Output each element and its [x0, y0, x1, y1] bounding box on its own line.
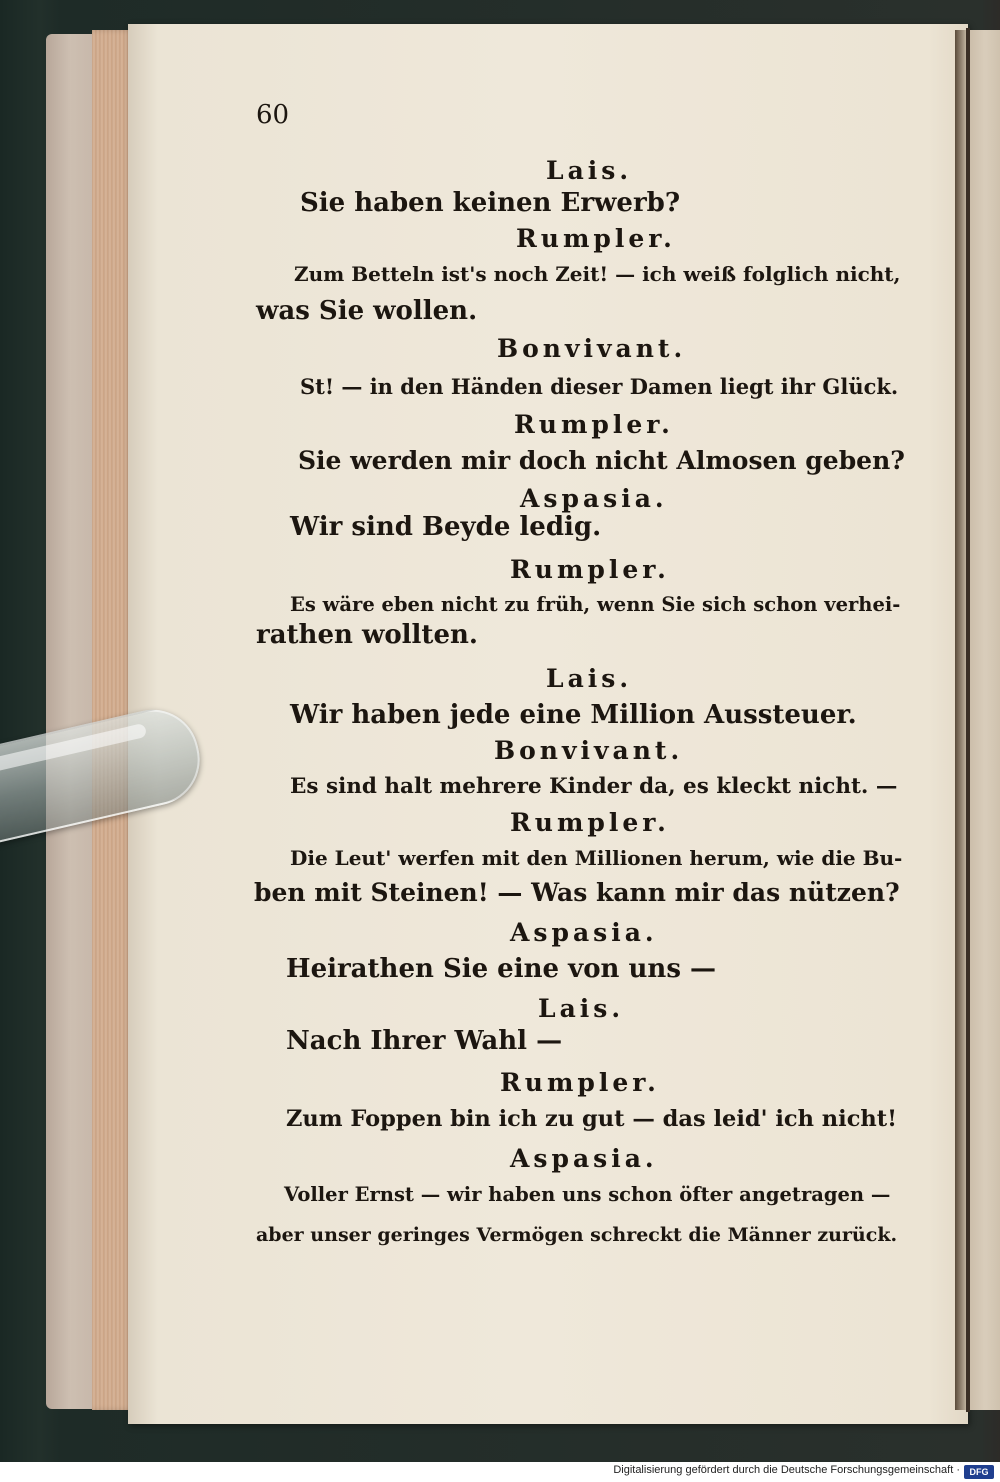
dialogue-line: ben mit Steinen! — Was kann mir das nützen? — [254, 878, 900, 907]
dialogue-line: Zum Betteln ist's noch Zeit! — ich weiß folglich nicht, — [294, 262, 901, 286]
dialogue-line: aber unser geringes Vermögen schreckt die Männer zurück. — [256, 1224, 898, 1246]
dialogue-line: Wir haben jede eine Million Aussteuer. — [290, 700, 857, 730]
digitization-footer — [0, 1462, 1000, 1482]
dialogue-line: Voller Ernst — wir haben uns schon öfter angetragen — — [284, 1183, 891, 1206]
speaker-line: Bonvivant. — [497, 334, 687, 363]
dialogue-line: St! — in den Händen dieser Damen liegt ihr Glück. — [300, 374, 899, 399]
dialogue-line: Die Leut' werfen mit den Millionen herum, wie die Bu- — [290, 846, 903, 870]
speaker-line: Aspasia. — [510, 918, 658, 947]
speaker-line: Rumpler. — [510, 808, 670, 837]
dfg-logo: DFG — [964, 1465, 994, 1479]
funding-notice: Digitalisierung gefördert durch die Deutsche Forschungsgemeinschaft · — [613, 1464, 960, 1476]
speaker-line: Rumpler. — [514, 410, 674, 439]
speaker-line: Aspasia. — [520, 484, 668, 513]
dialogue-line: was Sie wollen. — [256, 296, 478, 326]
speaker-line: Rumpler. — [516, 224, 676, 253]
speaker-line: Rumpler. — [500, 1068, 660, 1097]
dialogue-line: Sie haben keinen Erwerb? — [300, 188, 681, 218]
speaker-line: Lais. — [538, 994, 625, 1023]
speaker-line: Lais. — [546, 156, 633, 185]
dialogue-line: rathen wollten. — [256, 620, 478, 650]
speaker-line: Aspasia. — [510, 1144, 658, 1173]
speaker-line: Rumpler. — [510, 555, 670, 584]
dialogue-line: Nach Ihrer Wahl — — [286, 1026, 563, 1056]
dialogue-line: Es sind halt mehrere Kinder da, es kleckt nicht. — — [290, 774, 898, 799]
speaker-line: Lais. — [546, 664, 633, 693]
page-number: 60 — [256, 100, 290, 130]
dialogue-line: Wir sind Beyde ledig. — [290, 512, 602, 542]
speaker-line: Bonvivant. — [494, 736, 684, 765]
dialogue-line: Sie werden mir doch nicht Almosen geben? — [298, 446, 905, 475]
dialogue-line: Es wäre eben nicht zu früh, wenn Sie sich schon verhei- — [290, 593, 901, 616]
dialogue-line: Heirathen Sie eine von uns — — [286, 954, 717, 984]
dialogue-line: Zum Foppen bin ich zu gut — das leid' ich nicht! — [286, 1106, 898, 1132]
